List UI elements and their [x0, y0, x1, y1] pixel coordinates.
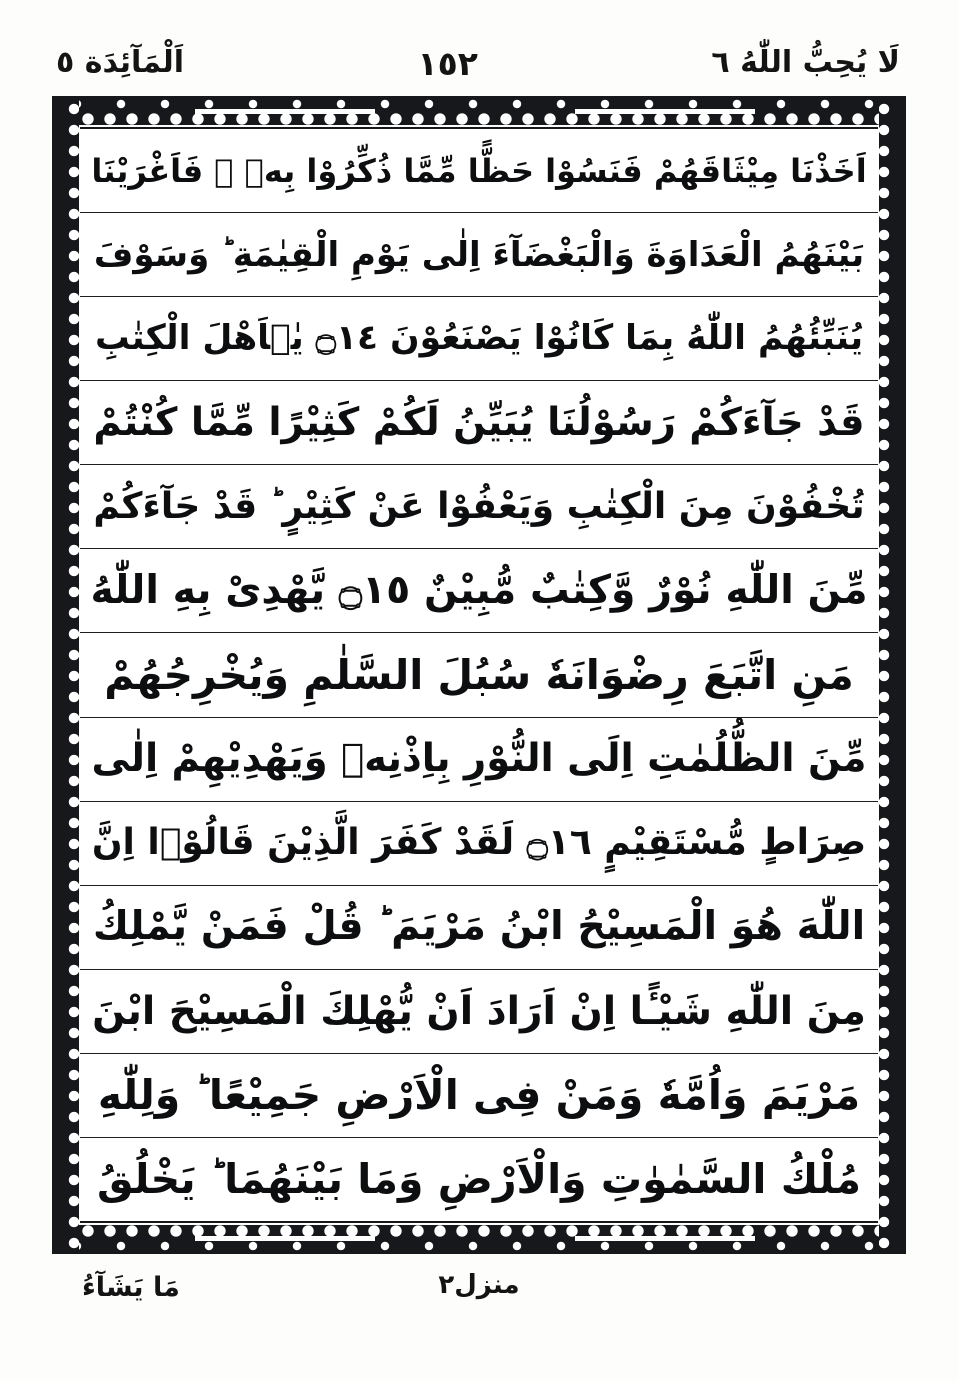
- header-juz-title: لَا يُحِبُّ اللّٰهُ ٦: [711, 45, 900, 80]
- ayah-line-text: تُخْفُوْنَ مِنَ الْكِتٰبِ وَيَعْفُوْا عَنْ كَثِيْرٍ ؕ قَدْ جَآءَكُمْ: [93, 485, 865, 527]
- frame-scroll-ornament-icon: [55, 99, 903, 125]
- ayah-line: [80, 129, 878, 213]
- frame-scroll-ornament-icon: [55, 1225, 903, 1251]
- frame-scroll-ornament-icon: [879, 99, 903, 1251]
- frame-bar-segment: [575, 1236, 755, 1241]
- ayah-text-panel: [80, 127, 878, 1223]
- ayah-line-text: بَيْنَهُمُ الْعَدَاوَةَ وَالْبَغْضَآءَ اِلٰى يَوْمِ الْقِيٰمَةِ ؕ وَسَوْفَ: [93, 234, 865, 275]
- frame-bar-segment: [195, 109, 375, 114]
- ayah-line-text: مَنِ اتَّبَعَ رِضْوَانَهٗ سُبُلَ السَّلٰمِ وَيُخْرِجُهُمْ: [104, 650, 854, 699]
- ayah-line: [80, 1138, 878, 1221]
- ayah-line: [80, 381, 878, 465]
- ayah-line-text: مُلْكُ السَّمٰوٰتِ وَالْاَرْضِ وَمَا بَيْنَهُمَا ؕ يَخْلُقُ: [96, 1154, 862, 1203]
- decorative-frame: [52, 96, 906, 1254]
- catchword-wrap: [82, 1272, 180, 1303]
- frame-bar-segment: [575, 109, 755, 114]
- ayah-line: [80, 886, 878, 970]
- frame-band-right: [879, 99, 903, 1251]
- manzil-marker: منزل٢: [438, 1270, 520, 1300]
- ayah-line-text: مِّنَ الظُّلُمٰتِ اِلَى النُّوْرِ بِاِذْنِهٖ وَيَهْدِيْهِمْ اِلٰى: [91, 735, 867, 781]
- ayah-line-text: مَرْيَمَ وَاُمَّهٗ وَمَنْ فِى الْاَرْضِ جَمِيْعًا ؕ وَلِلّٰهِ: [97, 1070, 861, 1119]
- frame-scroll-ornament-icon: [55, 99, 79, 1251]
- ayah-line: [80, 802, 878, 886]
- ayah-line: [80, 465, 878, 549]
- ayah-line-text: مِنَ اللّٰهِ شَيْـًٔا اِنْ اَرَادَ اَنْ يُّهْلِكَ الْمَسِيْحَ ابْنَ: [92, 988, 866, 1034]
- ayah-line: [80, 1054, 878, 1138]
- frame-band-top: [55, 99, 903, 125]
- ayah-line-text: قَدْ جَآءَكُمْ رَسُوْلُنَا يُبَيِّنُ لَكُمْ كَثِيْرًا مِّمَّا كُنْتُمْ: [93, 399, 865, 445]
- header-surah-title: اَلْمَآئِدَة ٥: [56, 45, 184, 80]
- ayah-line: [80, 297, 878, 381]
- page-number: ١٥٢: [417, 43, 478, 83]
- ayah-line-text: مِّنَ اللّٰهِ نُوْرٌ وَّكِتٰبٌ مُّبِيْنٌ ۝١٥ يَّهْدِىْ بِهِ اللّٰهُ: [90, 567, 868, 614]
- page-footer: [52, 1270, 906, 1328]
- ayah-line-text: اَخَذْنَا مِيْثَاقَهُمْ فَنَسُوْا حَظًّا مِّمَّا ذُكِّرُوْا بِهٖ ۖ فَاَغْرَيْنَا: [91, 151, 867, 190]
- ayah-line-text: صِرَاطٍ مُّسْتَقِيْمٍ ۝١٦ لَقَدْ كَفَرَ الَّذِيْنَ قَالُوْۤا اِنَّ: [91, 822, 867, 864]
- frame-band-bottom: [55, 1225, 903, 1251]
- frame-bar-segment: [195, 1236, 375, 1241]
- ayah-line: [80, 213, 878, 297]
- page-header: [52, 34, 906, 92]
- catchword: مَا يَشَآءُ: [82, 1272, 180, 1303]
- ayah-line-text: اللّٰهَ هُوَ الْمَسِيْحُ ابْنُ مَرْيَمَ ؕ قُلْ فَمَنْ يَّمْلِكُ: [92, 903, 866, 950]
- ayah-line: [80, 633, 878, 717]
- manzil-marker-wrap: [52, 1270, 906, 1300]
- ayah-line: [80, 718, 878, 802]
- ayah-line: [80, 549, 878, 633]
- ayah-line-text: يُنَبِّئُهُمُ اللّٰهُ بِمَا كَانُوْا يَصْنَعُوْنَ ۝١٤ يٰۤاَهْلَ الْكِتٰبِ: [94, 318, 864, 359]
- frame-band-left: [55, 99, 79, 1251]
- ayah-line: [80, 970, 878, 1054]
